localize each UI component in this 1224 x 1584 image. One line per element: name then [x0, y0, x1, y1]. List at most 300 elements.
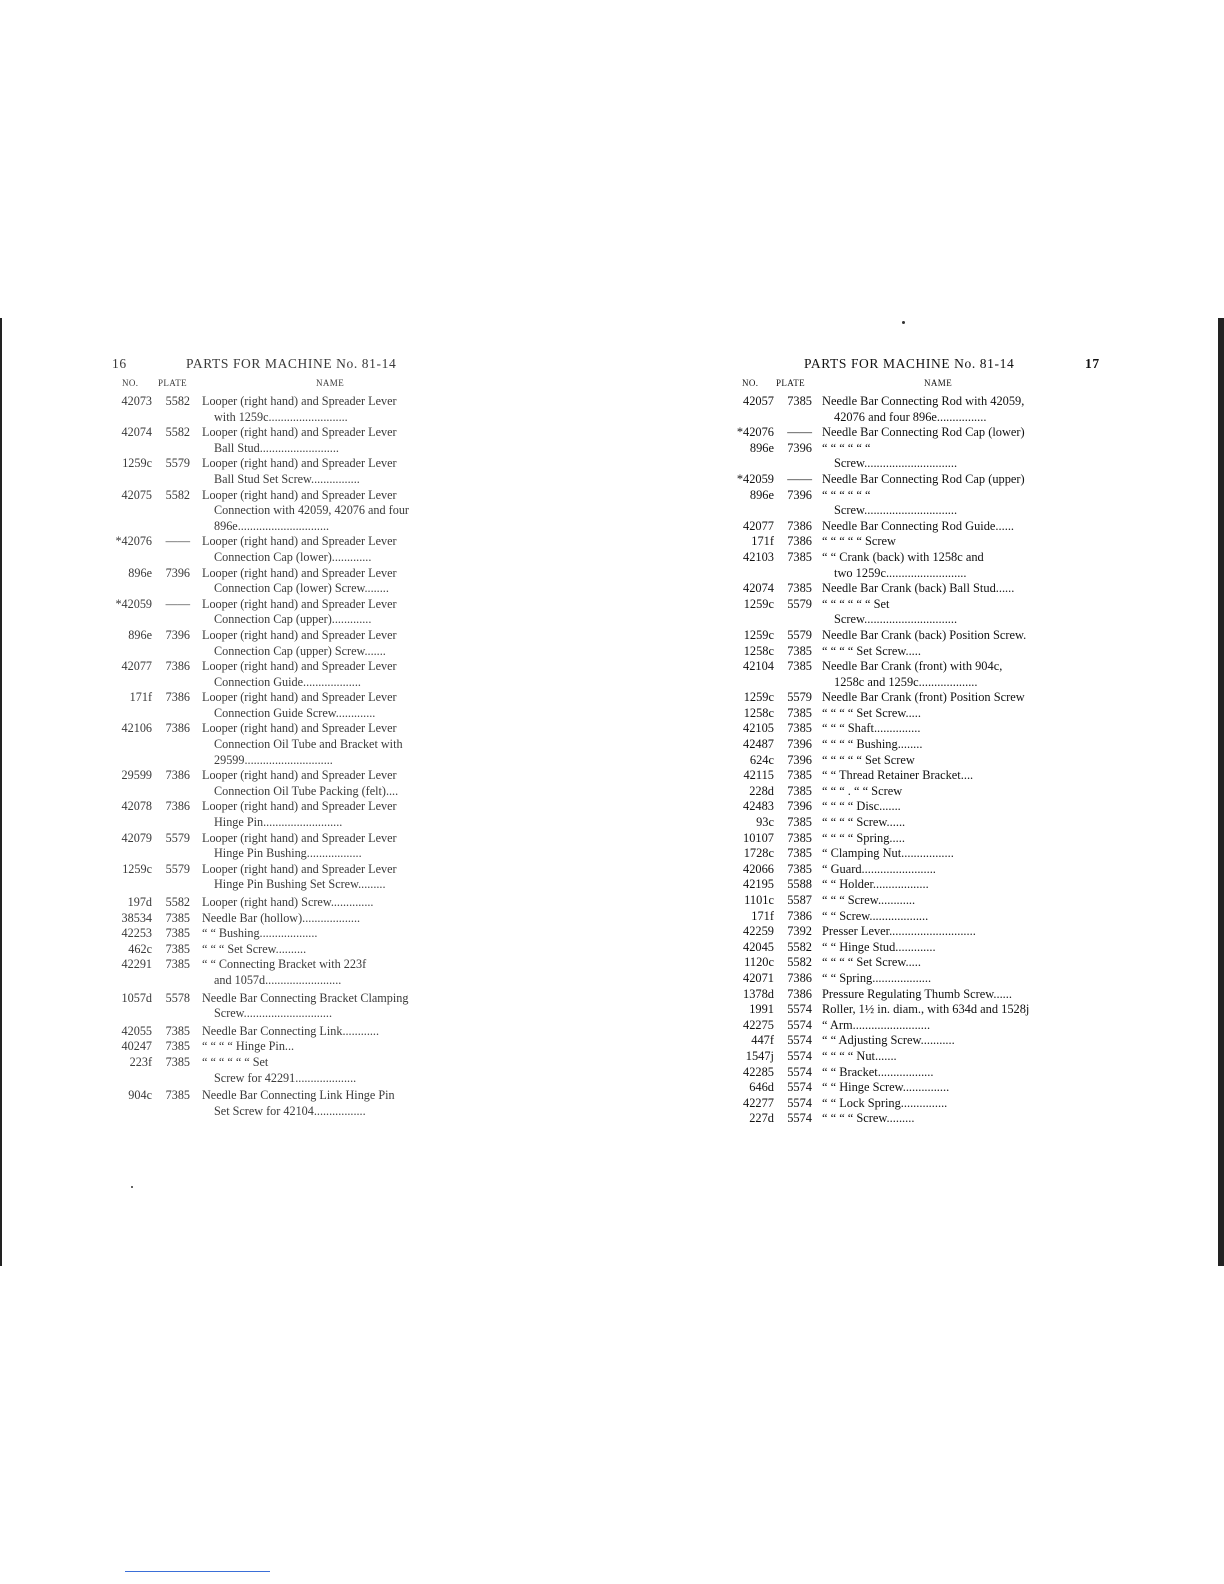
column-headers [112, 378, 444, 394]
plate-number: 7385 [165, 910, 190, 925]
part-name [812, 597, 1076, 628]
part-number: *42076 [115, 534, 152, 549]
part-name-line: Needle Bar Connecting Rod Guide...... [822, 518, 1015, 533]
part-name-line: Looper (right hand) and Spreader Lever [202, 456, 397, 471]
part-name [812, 425, 1076, 441]
part-name-line: Needle Bar Connecting Rod Cap (upper) [822, 471, 1025, 486]
part-name-line: Connection Oil Tube and Bracket with [214, 737, 403, 752]
part-name-line: Connection Guide Screw............. [214, 705, 376, 720]
part-name [812, 877, 1076, 893]
part-name [812, 394, 1076, 425]
part-number: 1991 [749, 1002, 774, 1017]
part-row [736, 1111, 1076, 1127]
plate-number: 7385 [165, 1023, 190, 1038]
page-title: PARTS FOR MACHINE No. 81-14 [804, 356, 1015, 371]
part-name-line: Needle Bar Connecting Rod with 42059, [822, 394, 1025, 408]
part-row [112, 1039, 444, 1055]
part-row [736, 846, 1076, 862]
part-number: 42078 [121, 799, 152, 814]
part-row [112, 690, 444, 721]
plate-number: 5579 [165, 861, 190, 876]
part-name [190, 862, 444, 893]
part-name-line: 42076 and four 896e................ [834, 409, 987, 424]
part-row [736, 768, 1076, 784]
left-page-edge [0, 318, 2, 1266]
part-row [112, 991, 444, 1022]
part-name [190, 566, 444, 597]
right-page-edge [1218, 318, 1224, 1266]
part-name-line: Connection Guide................... [214, 674, 361, 689]
column-header-name: NAME [316, 378, 345, 388]
part-number: 171f [751, 908, 774, 923]
part-name-line: “ “ “ Screw............ [822, 893, 916, 907]
part-row [112, 768, 444, 799]
part-number: 1259c [122, 456, 152, 471]
right-page [736, 356, 1100, 1127]
part-number: 171f [129, 690, 152, 705]
part-row [736, 581, 1076, 597]
part-number: 29599 [121, 768, 152, 783]
part-name-line: “ “ “ “ Set Screw..... [822, 955, 921, 970]
plate-number: —— [787, 425, 812, 440]
part-name-line: Needle Bar Crank (back) Ball Stud...... [822, 581, 1015, 596]
part-row [736, 488, 1076, 519]
part-name-line: “ “ “ “ Screw......... [822, 1111, 915, 1126]
part-name [812, 893, 1076, 909]
part-number: 42074 [743, 581, 774, 596]
part-name [812, 846, 1076, 862]
part-name [812, 1065, 1076, 1081]
part-name-line: “ “ Bushing................... [202, 926, 318, 941]
part-name [812, 721, 1076, 737]
part-number: 1120c [744, 955, 774, 970]
page-header [112, 356, 444, 378]
part-row [736, 877, 1076, 893]
part-name-line: Connection Oil Tube Packing (felt).... [214, 783, 399, 798]
part-name [812, 690, 1076, 706]
plate-number: 5578 [165, 990, 190, 1005]
part-row [112, 597, 444, 628]
part-name [190, 488, 444, 535]
part-name [812, 1080, 1076, 1096]
part-name [190, 659, 444, 690]
part-number: 42077 [743, 518, 774, 533]
part-name-line: “ “ “ “ Set Screw..... [822, 643, 921, 658]
part-row [736, 1065, 1076, 1081]
part-row [736, 1096, 1076, 1112]
plate-number: 7396 [787, 752, 812, 767]
plate-number: 7396 [165, 627, 190, 642]
part-name-line: “ “ Connecting Bracket with 223f [202, 957, 367, 972]
part-name-line: Ball Stud.......................... [214, 440, 339, 455]
part-name [812, 909, 1076, 925]
part-name [812, 472, 1076, 488]
part-name [812, 737, 1076, 753]
part-number: 1057d [121, 990, 152, 1005]
part-name-line: “ “ Lock Spring............... [822, 1095, 948, 1110]
part-number: 42073 [121, 394, 152, 408]
part-name [812, 644, 1076, 660]
part-name [812, 706, 1076, 722]
part-name [812, 768, 1076, 784]
part-row [736, 1080, 1076, 1096]
part-name-line: Looper (right hand) and Spreader Lever [202, 768, 397, 783]
part-name [190, 1055, 444, 1086]
plate-number: 7386 [787, 908, 812, 923]
part-name [812, 862, 1076, 878]
part-name-line: “ “ “ “ Nut....... [822, 1048, 897, 1063]
plate-number: 5587 [787, 893, 812, 907]
part-number: 42075 [121, 487, 152, 502]
part-name [812, 1033, 1076, 1049]
part-name [190, 831, 444, 862]
part-number: *42059 [736, 471, 774, 486]
plate-number: 7385 [787, 846, 812, 861]
plate-number: 7396 [787, 487, 812, 502]
part-row [112, 926, 444, 942]
left-page [112, 356, 444, 1119]
part-row [736, 425, 1076, 441]
part-number: 1259c [743, 690, 774, 705]
part-name [190, 1088, 444, 1119]
part-row [736, 799, 1076, 815]
part-name [812, 971, 1076, 987]
part-number: 197d [127, 895, 152, 909]
part-number: 42483 [743, 799, 774, 814]
plate-number: 5582 [165, 487, 190, 502]
part-name-line: Needle Bar (hollow)................... [202, 910, 361, 925]
part-name-line: Looper (right hand) Screw.............. [202, 895, 374, 909]
plate-number: —— [165, 596, 190, 611]
part-number: 42115 [743, 768, 774, 783]
page-number: 16 [112, 356, 127, 371]
part-name-line: Looper (right hand) and Spreader Lever [202, 861, 397, 876]
part-number: 646d [749, 1080, 774, 1095]
plate-number: 5574 [787, 1064, 812, 1079]
part-name-line: Needle Bar Connecting Rod Cap (lower) [822, 425, 1025, 440]
part-name-line: “ “ “ “ Spring..... [822, 830, 905, 845]
part-name-line: Hinge Pin Bushing Set Screw......... [214, 877, 386, 892]
part-name-line: Roller, 1½ in. diam., with 634d and 1528j [822, 1002, 1030, 1017]
part-number: 42079 [121, 830, 152, 845]
part-name-line: two 1259c.......................... [834, 565, 967, 580]
part-number: 896e [749, 440, 774, 455]
part-name [812, 550, 1076, 581]
part-number: 1258c [743, 705, 774, 720]
plate-number: 7385 [787, 783, 812, 798]
part-name [812, 831, 1076, 847]
part-number: 1259c [743, 596, 774, 611]
part-name [190, 991, 444, 1022]
part-name-line: Pressure Regulating Thumb Screw...... [822, 986, 1012, 1001]
part-row [736, 940, 1076, 956]
part-name-line: Needle Bar Connecting Link............ [202, 1023, 380, 1038]
part-row [736, 519, 1076, 535]
part-name [190, 456, 444, 487]
part-name [812, 659, 1076, 690]
plate-number: —— [165, 534, 190, 549]
part-number: 1258c [743, 643, 774, 658]
part-name-line: “ Arm......................... [822, 1017, 931, 1032]
part-name-line: Needle Bar Crank (back) Position Screw. [822, 627, 1027, 642]
plate-number: 5579 [787, 627, 812, 642]
scan-speck [131, 1186, 133, 1188]
part-row [736, 1033, 1076, 1049]
plate-number: 5582 [787, 939, 812, 954]
part-number: 223f [129, 1054, 152, 1069]
plate-number: 7386 [787, 986, 812, 1001]
plate-number: 7385 [787, 721, 812, 736]
plate-number: 7386 [787, 970, 812, 985]
part-name-line: Screw for 42291.................... [214, 1070, 357, 1085]
part-name-line: Screw.............................. [834, 503, 958, 518]
plate-number: 7385 [165, 941, 190, 956]
plate-number: 7386 [165, 690, 190, 705]
column-header-plate: PLATE [776, 378, 805, 388]
part-name [812, 1018, 1076, 1034]
part-name-line: Looper (right hand) and Spreader Lever [202, 425, 397, 440]
part-number: 42285 [743, 1064, 774, 1079]
part-name [812, 987, 1076, 1003]
plate-number: 5582 [165, 394, 190, 408]
plate-number: 5574 [787, 1017, 812, 1032]
part-row [736, 924, 1076, 940]
part-number: 462c [128, 941, 152, 956]
part-number: 42105 [743, 721, 774, 736]
part-number: 42104 [743, 659, 774, 674]
part-name [812, 1096, 1076, 1112]
part-name-line: Needle Bar Connecting Link Hinge Pin [202, 1088, 395, 1103]
part-row [736, 1018, 1076, 1034]
part-row [736, 1049, 1076, 1065]
part-name [190, 895, 444, 911]
part-row [736, 644, 1076, 660]
part-row [112, 628, 444, 659]
part-name-line: Looper (right hand) and Spreader Lever [202, 534, 397, 549]
part-name-line: “ “ Hinge Screw............... [822, 1080, 950, 1095]
part-name-line: Looper (right hand) and Spreader Lever [202, 487, 397, 502]
part-name-line: “ “ “ “ Bushing........ [822, 737, 923, 752]
part-name-line: 29599............................. [214, 752, 333, 767]
part-name [812, 441, 1076, 472]
part-name [190, 957, 444, 988]
plate-number: 7386 [787, 534, 812, 549]
part-name-line: Screw............................. [214, 1006, 333, 1021]
part-row [112, 488, 444, 535]
part-row [112, 1055, 444, 1086]
page-number: 17 [1085, 356, 1100, 371]
part-number: 896e [749, 487, 774, 502]
part-number: 1259c [743, 627, 774, 642]
part-row [112, 721, 444, 768]
plate-number: 5574 [787, 1095, 812, 1110]
part-number: 904c [128, 1088, 152, 1103]
part-number: 624c [749, 752, 774, 767]
part-row [736, 690, 1076, 706]
part-row [736, 706, 1076, 722]
column-header-no: NO. [122, 378, 139, 388]
part-row [736, 394, 1076, 425]
part-name-line: Connection Cap (upper)............. [214, 612, 372, 627]
part-name [190, 911, 444, 927]
part-name-line: Looper (right hand) and Spreader Lever [202, 721, 397, 736]
plate-number: 5579 [787, 690, 812, 705]
part-name [190, 1024, 444, 1040]
part-row [112, 831, 444, 862]
part-name [812, 534, 1076, 550]
part-row [112, 957, 444, 988]
part-name [812, 940, 1076, 956]
part-number: 1378d [743, 986, 774, 1001]
plate-number: 7396 [787, 440, 812, 455]
part-name-line: Needle Bar Crank (front) with 904c, [822, 659, 1003, 674]
part-name [190, 534, 444, 565]
part-number: 42071 [743, 970, 774, 985]
part-row [736, 721, 1076, 737]
part-name-line: “ “ Crank (back) with 1258c and [822, 549, 984, 564]
part-name [190, 768, 444, 799]
part-number: 38534 [121, 910, 152, 925]
part-number: 10107 [743, 830, 774, 845]
part-number: 42487 [743, 737, 774, 752]
scan-speck [902, 321, 905, 324]
part-name-line: and 1057d......................... [214, 972, 342, 987]
part-name [812, 1049, 1076, 1065]
part-row [112, 942, 444, 958]
page-title: PARTS FOR MACHINE No. 81-14 [186, 356, 397, 371]
part-row [736, 893, 1076, 909]
part-name-line: “ “ “ “ “ “ Set [822, 596, 890, 611]
part-name [190, 394, 444, 425]
part-name-line: “ “ Thread Retainer Bracket.... [822, 768, 974, 783]
part-name [190, 799, 444, 830]
part-name-line: Hinge Pin Bushing.................. [214, 846, 362, 861]
part-number: 42277 [743, 1095, 774, 1110]
plate-number: 7392 [787, 924, 812, 939]
plate-number: 5574 [787, 1048, 812, 1063]
part-name-line: Ball Stud Set Screw................ [214, 471, 360, 486]
part-name [812, 1002, 1076, 1018]
column-header-plate: PLATE [158, 378, 187, 388]
part-name-line: Looper (right hand) and Spreader Lever [202, 799, 397, 814]
plate-number: 7385 [787, 768, 812, 783]
column-header-no: NO. [742, 378, 759, 388]
part-row [736, 737, 1076, 753]
part-name [190, 1039, 444, 1055]
part-name-line: Looper (right hand) and Spreader Lever [202, 394, 397, 408]
part-name [812, 955, 1076, 971]
part-name [190, 926, 444, 942]
part-number: 228d [749, 783, 774, 798]
part-row [112, 862, 444, 893]
part-row [736, 909, 1076, 925]
part-number: 447f [751, 1033, 774, 1048]
plate-number: 7396 [165, 565, 190, 580]
part-name [190, 721, 444, 768]
part-name-line: “ “ “ “ “ Set Screw [822, 752, 915, 767]
part-number: 896e [128, 627, 152, 642]
part-number: 42103 [743, 549, 774, 564]
part-name-line: Connection Cap (lower) Screw........ [214, 581, 389, 596]
part-number: 1547j [745, 1048, 774, 1063]
plate-number: 7386 [165, 721, 190, 736]
part-number: 42057 [743, 394, 774, 408]
part-name-line: “ “ Holder.................. [822, 877, 929, 892]
part-name-line: “ “ “ “ “ “ Set [202, 1054, 269, 1069]
part-name [812, 1111, 1076, 1127]
plate-number: 7385 [165, 957, 190, 972]
plate-number: 5574 [787, 1080, 812, 1095]
part-number: 93c [756, 815, 774, 830]
part-name-line: Connection Cap (lower)............. [214, 549, 372, 564]
part-number: 42045 [743, 939, 774, 954]
part-number: 42253 [121, 926, 152, 941]
part-name [190, 628, 444, 659]
part-name-line: “ “ “ “ “ “ [822, 487, 871, 502]
part-name-line: with 1259c.......................... [214, 409, 348, 424]
part-number: 1728c [743, 846, 774, 861]
plate-number: 7385 [165, 926, 190, 941]
part-row [112, 659, 444, 690]
part-number: 42055 [121, 1023, 152, 1038]
part-number: 42106 [121, 721, 152, 736]
part-row [112, 534, 444, 565]
part-name-line: Needle Bar Crank (front) Position Screw [822, 690, 1025, 705]
plate-number: 7385 [787, 581, 812, 596]
part-name-line: Hinge Pin.......................... [214, 815, 343, 830]
plate-number: 5588 [787, 877, 812, 892]
part-name-line: “ “ Adjusting Screw........... [822, 1033, 955, 1048]
part-row [112, 799, 444, 830]
part-row [736, 753, 1076, 769]
part-name [812, 753, 1076, 769]
part-name [190, 597, 444, 628]
part-row [736, 628, 1076, 644]
part-name [812, 581, 1076, 597]
part-row [736, 987, 1076, 1003]
plate-number: 7385 [787, 659, 812, 674]
part-name-line: “ Guard........................ [822, 861, 936, 876]
part-name-line: Screw.............................. [834, 456, 958, 471]
plate-number: 7386 [165, 799, 190, 814]
part-row [736, 441, 1076, 472]
part-name-line: “ “ “ “ “ Screw [822, 534, 896, 549]
part-name [812, 488, 1076, 519]
part-row [736, 534, 1076, 550]
plate-number: —— [787, 471, 812, 486]
part-row [112, 1088, 444, 1119]
plate-number: 7385 [165, 1039, 190, 1054]
part-row [112, 456, 444, 487]
part-number: 42195 [743, 877, 774, 892]
plate-number: 5579 [787, 596, 812, 611]
part-name-line: “ “ “ Set Screw.......... [202, 941, 307, 956]
part-name-line: Set Screw for 42104................. [214, 1103, 366, 1118]
plate-number: 7385 [165, 1088, 190, 1103]
plate-number: 5574 [787, 1033, 812, 1048]
part-name-line: “ “ “ “ Set Screw..... [822, 705, 921, 720]
part-row [112, 911, 444, 927]
part-row [112, 566, 444, 597]
part-number: 896e [128, 565, 152, 580]
part-row [112, 394, 444, 425]
part-name [812, 924, 1076, 940]
part-row [736, 831, 1076, 847]
part-number: 42275 [743, 1017, 774, 1032]
part-number: 40247 [121, 1039, 152, 1054]
parts-list [112, 394, 444, 1119]
part-name-line: Presser Lever............................ [822, 924, 976, 939]
